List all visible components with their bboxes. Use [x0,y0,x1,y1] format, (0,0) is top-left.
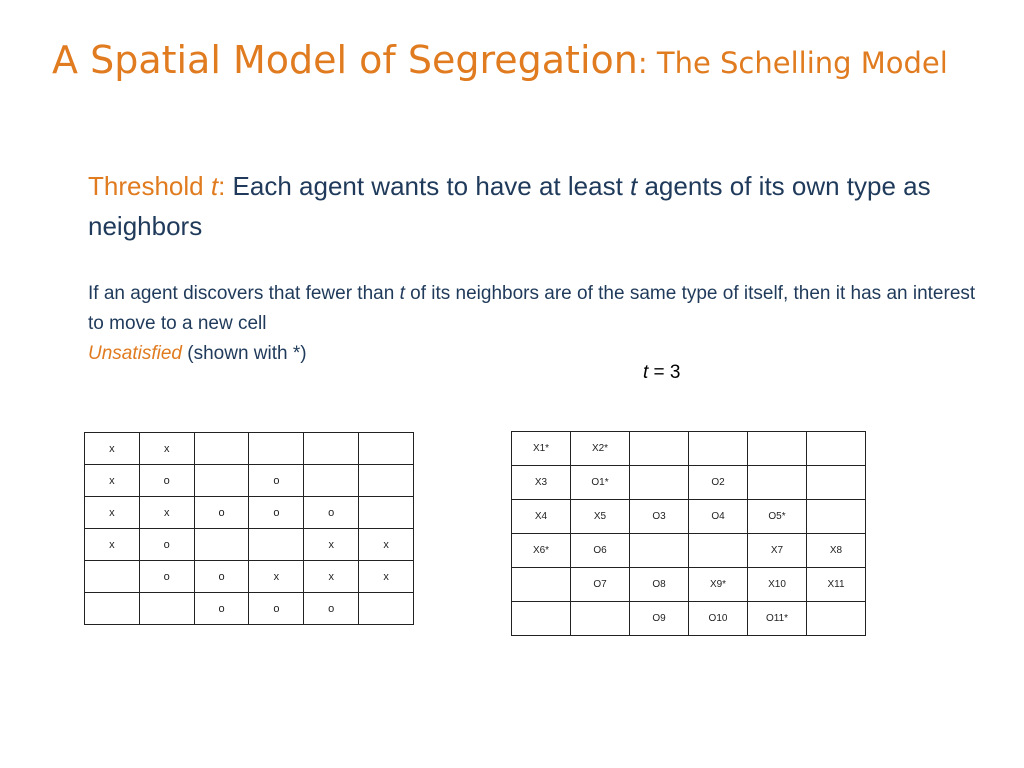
grid-cell [807,432,866,466]
grid-cell: X10 [748,568,807,602]
threshold-value-variable: t [643,362,649,383]
grid-cell: x [85,465,140,497]
left-grid [84,432,414,625]
grid-cell: x [139,433,194,465]
grid-cell: x [359,529,414,561]
grid-cell [630,432,689,466]
grid-cell: o [249,465,304,497]
grid-cell: o [194,561,249,593]
grid-cell [359,465,414,497]
grid-cell: X5 [571,500,630,534]
right-grid [511,431,866,636]
grid-cell: X4 [512,500,571,534]
grid-row [85,433,414,465]
grid-cell: O8 [630,568,689,602]
grid-cell: x [85,433,140,465]
slide-title-main: A Spatial Model of Segregation [52,38,638,82]
grid-cell [748,466,807,500]
grid-cell: x [304,529,359,561]
grid-cell [359,593,414,625]
grid-cell [194,433,249,465]
slide-title-sub: : The Schelling Model [637,46,948,80]
grid-row [85,465,414,497]
grid-cell: x [139,497,194,529]
grid-cell [807,500,866,534]
grid-cell: o [139,465,194,497]
grid-cell [630,466,689,500]
grid-cell: o [249,593,304,625]
grid-cell: X11 [807,568,866,602]
grid-cell: O2 [689,466,748,500]
grid-row [512,534,866,568]
grid-cell [512,602,571,636]
grid-cell [85,593,140,625]
grid-cell: O11* [748,602,807,636]
grid-cell: O3 [630,500,689,534]
grid-cell [359,433,414,465]
grid-cell: X1* [512,432,571,466]
grid-cell [249,433,304,465]
threshold-label: Threshold [88,171,211,201]
grid-cell: O9 [630,602,689,636]
grid-cell [807,602,866,636]
grid-cell [304,433,359,465]
unsatisfied-line [88,339,988,369]
threshold-text-variable: t [630,171,638,201]
grid-row [512,568,866,602]
grid-cell: O6 [571,534,630,568]
grid-cell: O4 [689,500,748,534]
grid-cell: O7 [571,568,630,602]
grid-cell: o [194,593,249,625]
unsatisfied-note: (shown with *) [182,343,307,364]
grid-cell: o [194,497,249,529]
grid-row [85,561,414,593]
grid-cell: o [249,497,304,529]
grid-row [512,432,866,466]
explanation-text-a: If an agent discovers that fewer than [88,283,400,304]
grid-cell: X7 [748,534,807,568]
grid-cell: O10 [689,602,748,636]
grid-cell [194,529,249,561]
slide-title [52,38,948,82]
grid-cell: o [304,593,359,625]
grid-cell: O5* [748,500,807,534]
grid-cell [249,529,304,561]
grid-cell [689,534,748,568]
grid-cell: x [249,561,304,593]
grid-cell [139,593,194,625]
grid-cell: X2* [571,432,630,466]
grid-cell [194,465,249,497]
grid-cell [512,568,571,602]
grid-cell [571,602,630,636]
explanation-sentence [88,279,988,339]
explanation [88,279,988,369]
grid-cell: X6* [512,534,571,568]
threshold-text-a: Each agent wants to have at least [225,171,631,201]
explanation-variable: t [399,283,405,304]
grid-cell: x [85,497,140,529]
grid-cell [630,534,689,568]
grid-row [512,466,866,500]
grid-row [85,529,414,561]
unsatisfied-label: Unsatisfied [88,343,182,364]
grid-row [512,602,866,636]
threshold-variable: t [210,171,219,201]
explanation-text-b: of its neighbors are of the same type of itself, then it has an interest to move to a new cell [88,283,976,334]
threshold-text-b: agents of its own type as neighbors [88,171,931,241]
grid-row [85,593,414,625]
grid-cell [359,497,414,529]
grid-cell: X9* [689,568,748,602]
grid-cell [85,561,140,593]
grid-cell: X3 [512,466,571,500]
threshold-value-number: = 3 [648,362,681,383]
threshold-definition [88,166,958,246]
grid-row [512,500,866,534]
grid-cell: x [304,561,359,593]
grid-cell: x [85,529,140,561]
grid-cell: o [139,529,194,561]
grid-cell [748,432,807,466]
grid-cell: o [304,497,359,529]
grid-cell [689,432,748,466]
grid-cell: X8 [807,534,866,568]
grid-cell [807,466,866,500]
threshold-colon: : [218,171,226,201]
threshold-value [643,362,681,384]
grid-cell: O1* [571,466,630,500]
grid-row [85,497,414,529]
right-grid-body [512,432,866,636]
grid-cell: o [139,561,194,593]
grid-cell: x [359,561,414,593]
grid-cell [304,465,359,497]
left-grid-body [85,433,414,625]
